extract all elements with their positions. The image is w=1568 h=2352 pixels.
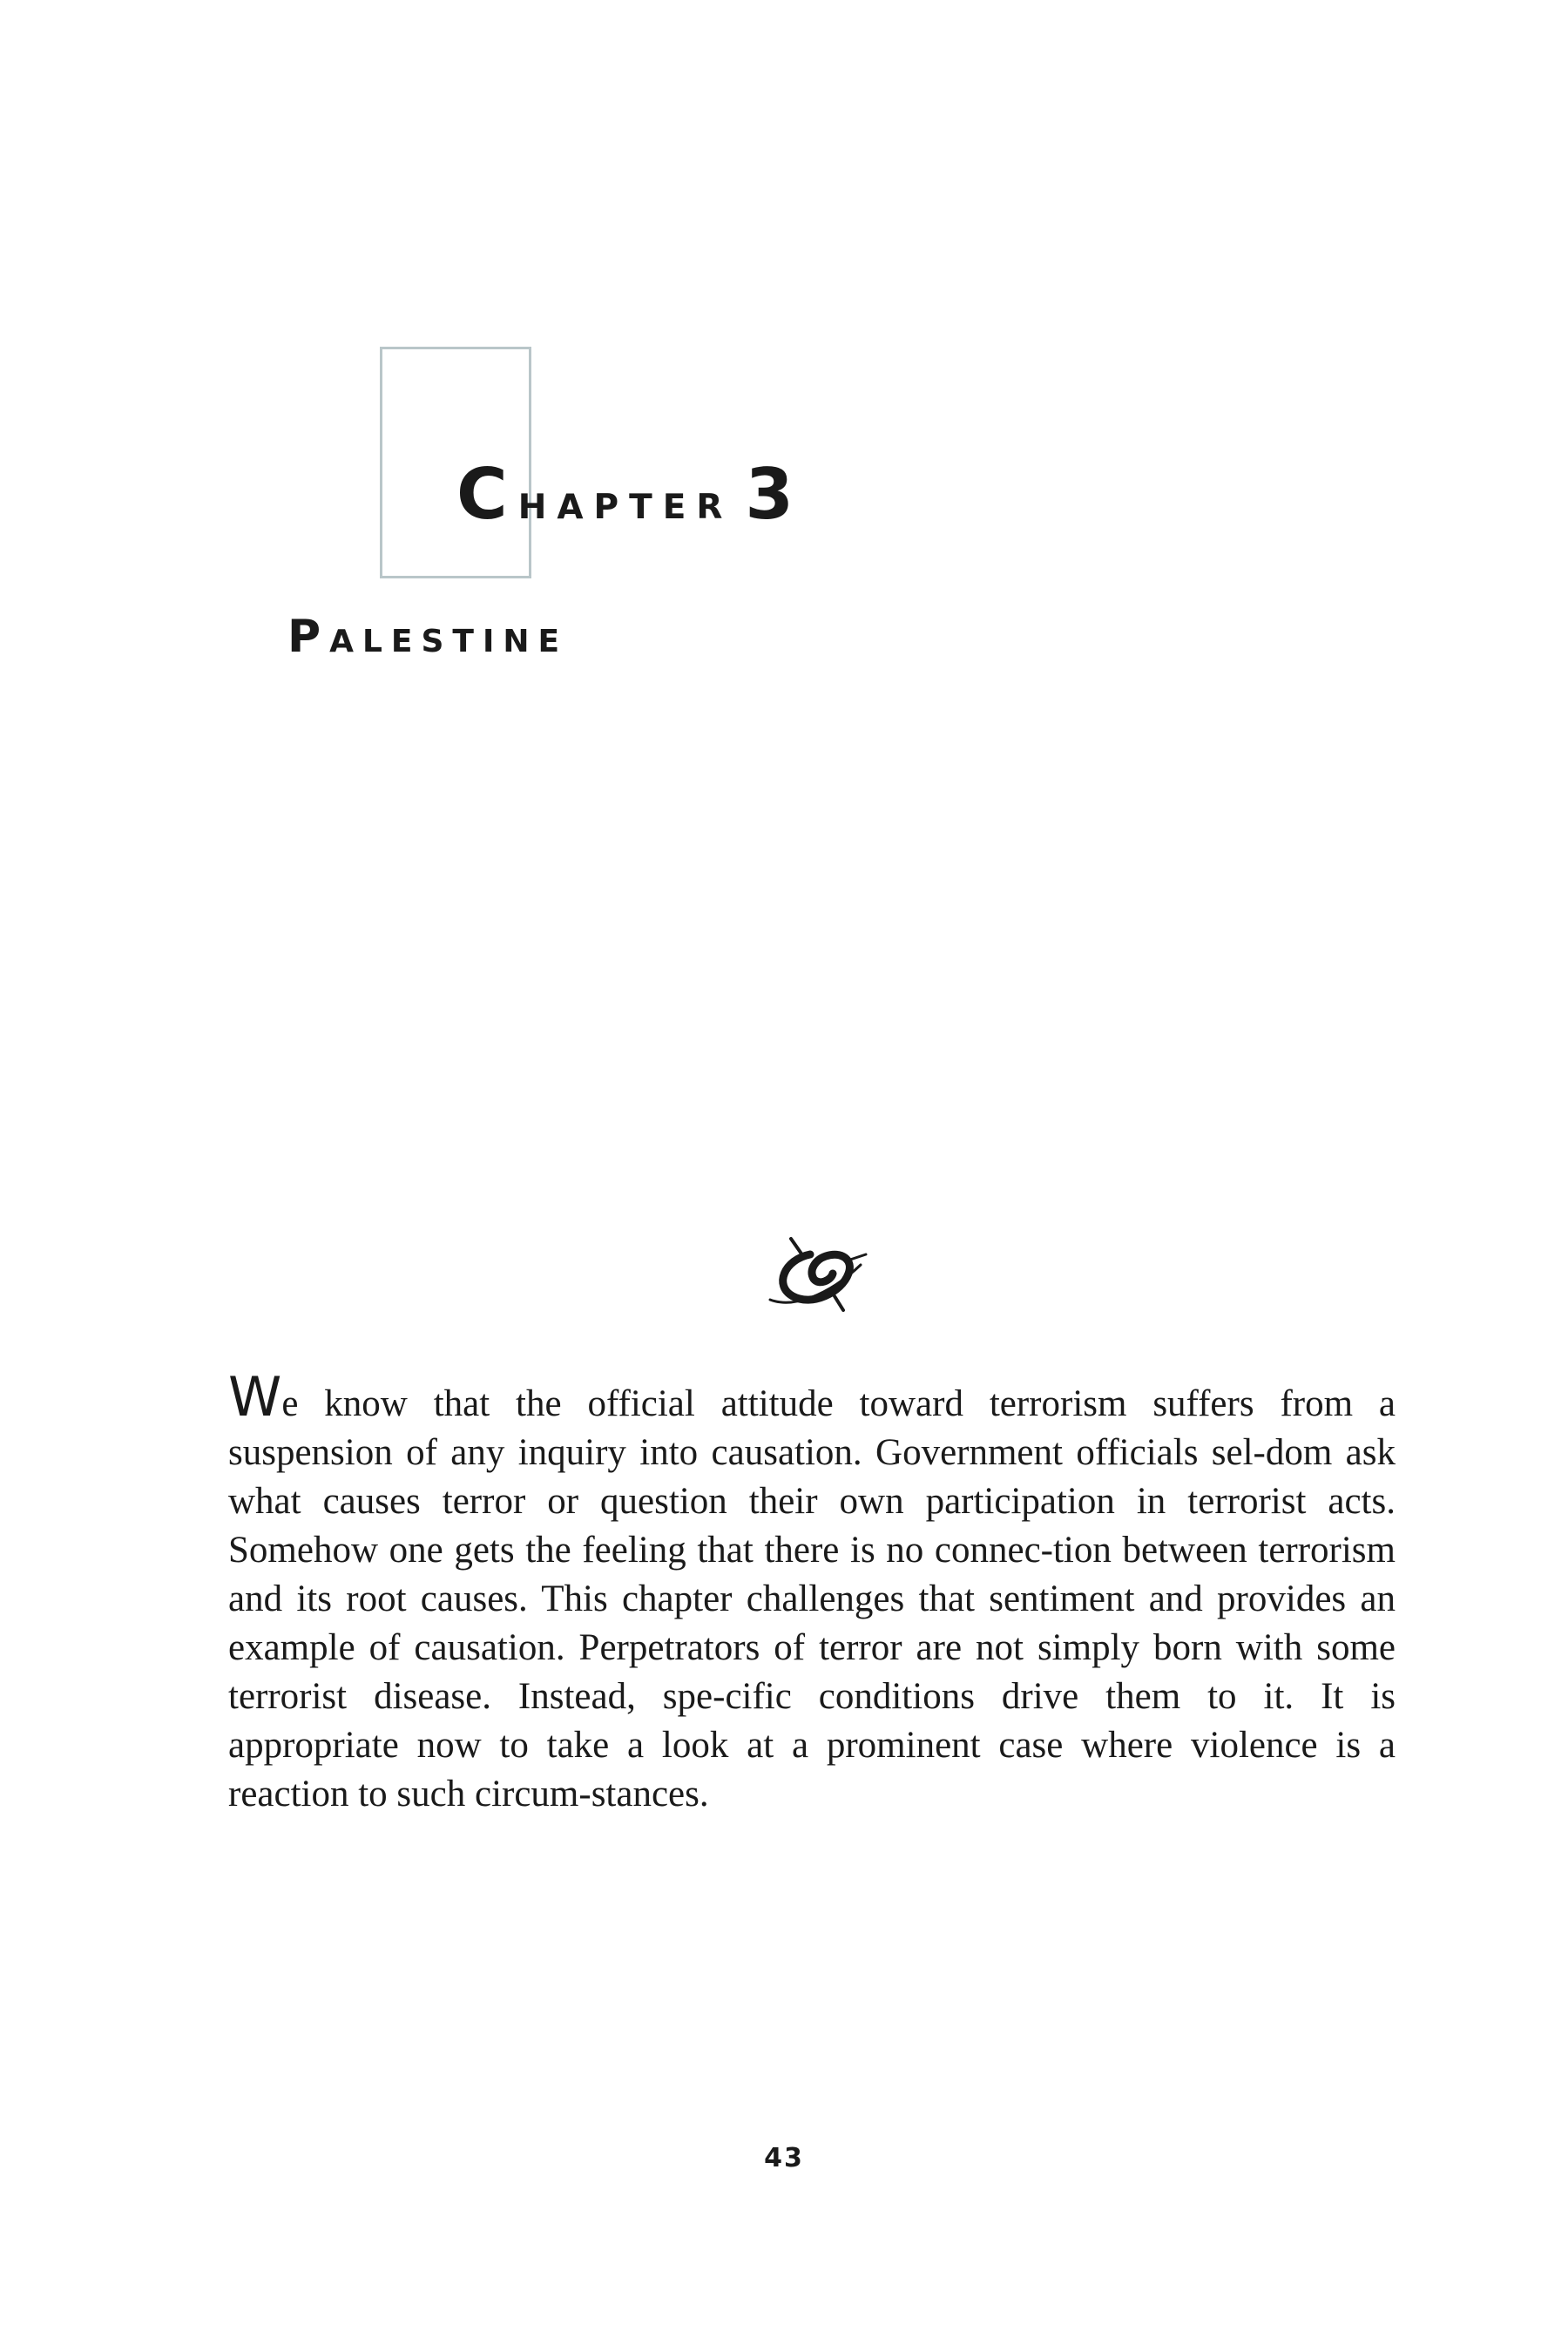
body-paragraph: [228, 1365, 1396, 1819]
chapter-heading-word: hapter: [517, 474, 733, 531]
chapter-number: 3: [745, 454, 794, 535]
chapter-heading-initial: C: [456, 454, 518, 535]
chapter-heading: [456, 454, 794, 535]
page-number: 43: [764, 2143, 804, 2173]
swirl-ornament-icon: [758, 1235, 871, 1315]
chapter-title: Palestine: [287, 611, 569, 663]
body-paragraph-text: e know that the official attitude toward terrorism suffers from a suspension of any inquiry into causation. Government officials sel-dom ask what causes terror or question their own participation in terrorist acts. Somehow one gets the feeling that there is no connec-tion between terrorism and its root causes. This chapter challenges that sentiment and provides an example of causation. Perpetrators of terror are not simply born with some terrorist disease. Instead, spe-cific conditions drive them to it. It is appropriate now to take a look at a prominent case where violence is a reaction to such circum-stances.: [228, 1383, 1396, 1815]
drop-cap: W: [228, 1365, 282, 1429]
